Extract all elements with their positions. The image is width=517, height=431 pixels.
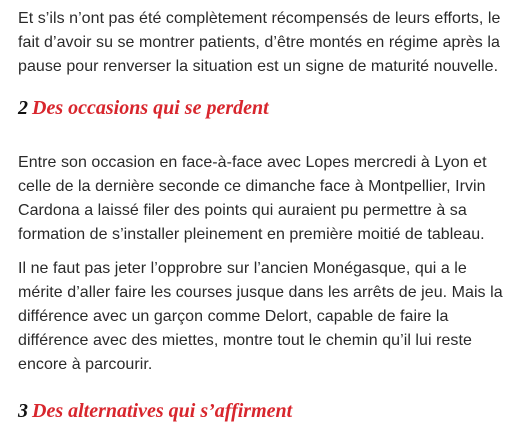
section-heading-2	[18, 96, 269, 120]
section-title: Des occasions qui se perdent	[32, 97, 269, 119]
paragraph-2: Entre son occasion en face-à-face avec Lopes mercredi à Lyon et celle de la dernière seconde ce dimanche face à Montpellier, Irvin Cardona a laissé filer des points qui auraient pu permettre à sa formation de s’installer pleinement en première moitié de tableau.	[18, 154, 487, 243]
section-number: 3	[18, 400, 28, 422]
section-heading-3	[18, 399, 292, 423]
paragraph-3: Il ne faut pas jeter l’opprobre sur l’ancien Monégasque, qui a le mérite d’aller faire les courses jusque dans les arrêts de jeu. Mais la différence avec un garçon comme Delort, capable de faire la différence avec des miettes, montre tout le chemin qu’il lui reste encore à parcourir.	[18, 260, 503, 373]
section-title: Des alternatives qui s’affirment	[32, 400, 293, 422]
section-number: 2	[18, 97, 28, 119]
paragraph-1: Et s’ils n’ont pas été complètement récompensés de leurs efforts, le fait d’avoir su se montrer patients, d’être montés en régime après la pause pour renverser la situation est un signe de maturité nouvelle.	[18, 10, 501, 75]
